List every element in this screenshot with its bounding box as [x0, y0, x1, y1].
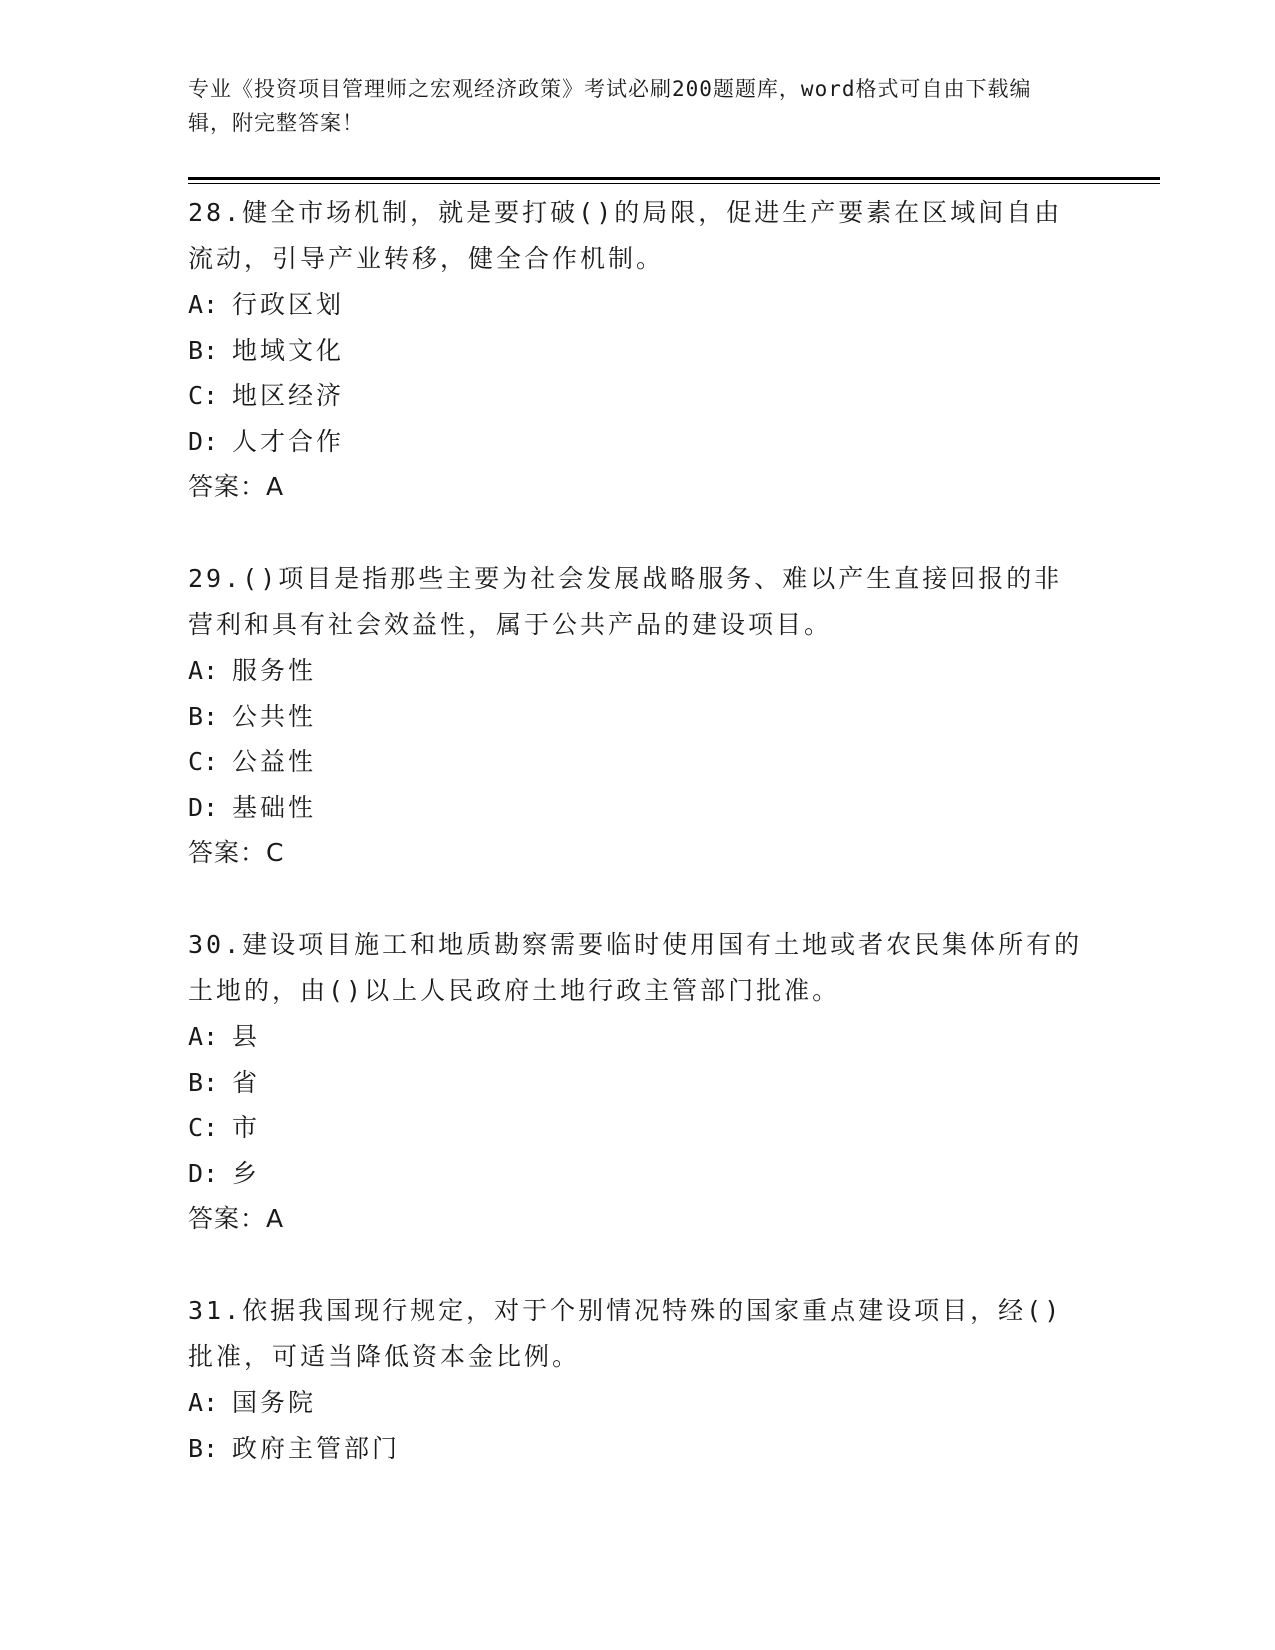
question-number: 30.	[188, 930, 243, 959]
question-text: 建设项目施工和地质勘察需要临时使用国有土地或者农民集体所有的土地的，由()以上人民政府土地行政主管部门批准。	[188, 930, 1083, 1005]
answer-value: A	[266, 472, 285, 501]
question-text: 依据我国现行规定，对于个别情况特殊的国家重点建设项目，经()批准，可适当降低资本金比例。	[188, 1296, 1063, 1371]
option-b	[188, 328, 1088, 374]
question-number: 31.	[188, 1296, 243, 1325]
option-text: 人才合作	[232, 426, 345, 456]
option-text: 公益性	[232, 747, 317, 776]
option-b	[188, 694, 1088, 740]
option-text: 县	[232, 1022, 261, 1051]
option-b	[188, 1060, 1088, 1106]
question-stem	[188, 1288, 1088, 1380]
question-text: 健全市场机制，就是要打破()的局限，促进生产要素在区域间自由流动，引导产业转移，健全合作机制。	[188, 198, 1063, 273]
option-label: C:	[188, 747, 219, 776]
option-text: 公共性	[232, 701, 317, 731]
option-text: 省	[232, 1067, 261, 1097]
option-label: B:	[188, 1067, 219, 1097]
option-text: 地区经济	[232, 381, 345, 410]
option-label: B:	[188, 1433, 219, 1463]
answer-value: C	[266, 838, 285, 867]
question-number: 28.	[188, 198, 243, 227]
question-31	[188, 1288, 1088, 1471]
option-c	[188, 373, 1088, 419]
option-c	[188, 1105, 1088, 1151]
option-text: 乡	[232, 1158, 261, 1188]
option-a	[188, 648, 1088, 694]
answer-line	[188, 464, 1088, 510]
question-number: 29.	[188, 564, 243, 593]
option-a	[188, 1014, 1088, 1060]
question-30	[188, 922, 1088, 1242]
option-text: 地域文化	[232, 335, 345, 365]
option-d	[188, 1151, 1088, 1197]
option-label: B:	[188, 701, 219, 731]
question-list	[188, 190, 1088, 1517]
question-stem	[188, 190, 1088, 282]
option-label: B:	[188, 335, 219, 365]
option-text: 市	[232, 1113, 261, 1142]
question-29	[188, 556, 1088, 876]
option-d	[188, 419, 1088, 465]
option-label: A:	[188, 1022, 219, 1051]
option-label: C:	[188, 1113, 219, 1142]
option-label: D:	[188, 1158, 219, 1188]
answer-prefix: 答案：	[188, 838, 267, 867]
option-b	[188, 1426, 1088, 1472]
question-stem	[188, 922, 1088, 1014]
header-divider-thick	[188, 177, 1160, 180]
answer-prefix: 答案：	[188, 472, 267, 501]
option-c	[188, 739, 1088, 785]
answer-line	[188, 1196, 1088, 1242]
option-label: A:	[188, 290, 219, 319]
option-label: A:	[188, 656, 219, 685]
option-text: 服务性	[232, 656, 317, 685]
answer-line	[188, 830, 1088, 876]
option-d	[188, 785, 1088, 831]
option-a	[188, 282, 1088, 328]
option-label: A:	[188, 1388, 219, 1417]
header-divider-thin	[188, 183, 1160, 184]
option-a	[188, 1380, 1088, 1426]
option-label: C:	[188, 381, 219, 410]
option-label: D:	[188, 426, 219, 456]
option-label: D:	[188, 792, 219, 822]
document-intro: 专业《投资项目管理师之宏观经济政策》考试必刷200题题库，word格式可自由下载编辑，附完整答案！	[188, 77, 1032, 135]
option-text: 政府主管部门	[232, 1433, 401, 1463]
question-28	[188, 190, 1088, 510]
question-text: ()项目是指那些主要为社会发展战略服务、难以产生直接回报的非营利和具有社会效益性，属于公共产品的建设项目。	[188, 564, 1063, 639]
option-text: 国务院	[232, 1388, 317, 1417]
answer-value: A	[266, 1204, 285, 1233]
option-text: 基础性	[232, 792, 317, 822]
option-text: 行政区划	[232, 290, 345, 319]
question-stem	[188, 556, 1088, 648]
answer-prefix: 答案：	[188, 1204, 267, 1233]
